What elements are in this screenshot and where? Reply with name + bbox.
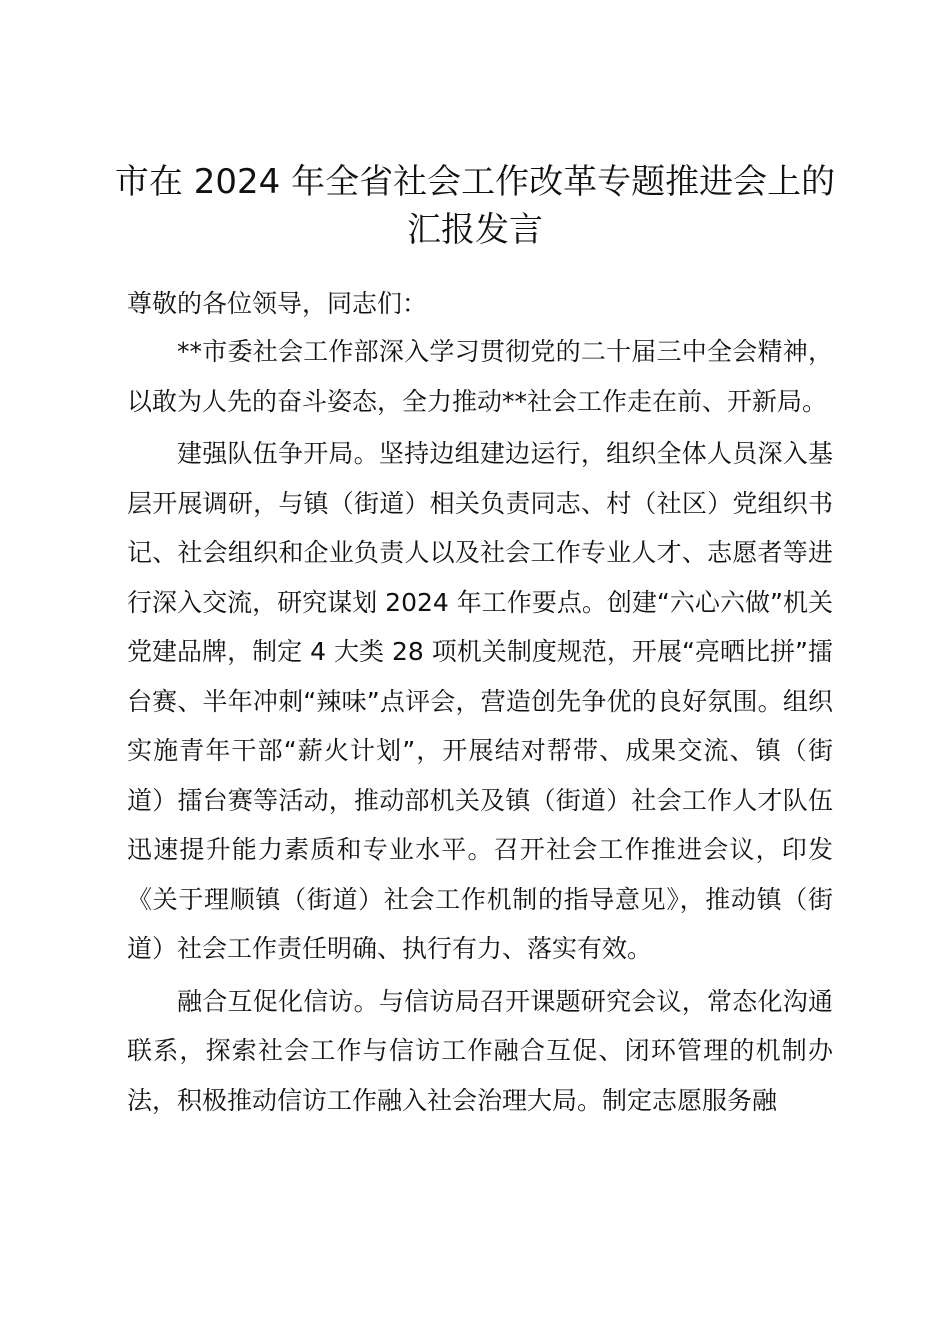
salutation: 尊敬的各位领导，同志们： bbox=[127, 289, 428, 318]
document-title: 市在 2024 年全省社会工作改革专题推进会上的汇报发言 bbox=[114, 162, 836, 250]
paragraph-intro: **市委社会工作部深入学习贯彻党的二十届三中全会精神，以敢为人先的奋斗姿态，全力推动**社会工作走在前、开新局。 bbox=[127, 337, 833, 416]
paragraph-petition: 融合互促化信访。与信访局召开课题研究会议，常态化沟通联系，探索社会工作与信访工作融合互促、闭环管理的机制办法，积极推动信访工作融入社会治理大局。制定志愿服务融 bbox=[127, 986, 833, 1115]
paragraph-team-building: 建强队伍争开局。坚持边组建边运行，组织全体人员深入基层开展调研，与镇（街道）相关负责同志、村（社区）党组织书记、社会组织和企业负责人以及社会工作专业人才、志愿者等进行深入交流，研究谋划 2024 年工作要点。创建“六心六做”机关党建品牌，制定 4 大类 28 项机关制度规范，开展“亮晒比拼”擂台赛、半年冲刺“辣味”点评会，营造创先争优的良好氛围。组织实施青年干部“薪火计划”，开展结对帮带、成果交流、镇（街道）擂台赛等活动，推动部机关及镇（街道）社会工作人才队伍迅速提升能力素质和专业水平。召开社会工作推进会议，印发《关于理顺镇（街道）社会工作机制的指导意见》，推动镇（街道）社会工作责任明确、执行有力、落实有效。 bbox=[127, 439, 833, 963]
document-body bbox=[127, 286, 833, 1128]
